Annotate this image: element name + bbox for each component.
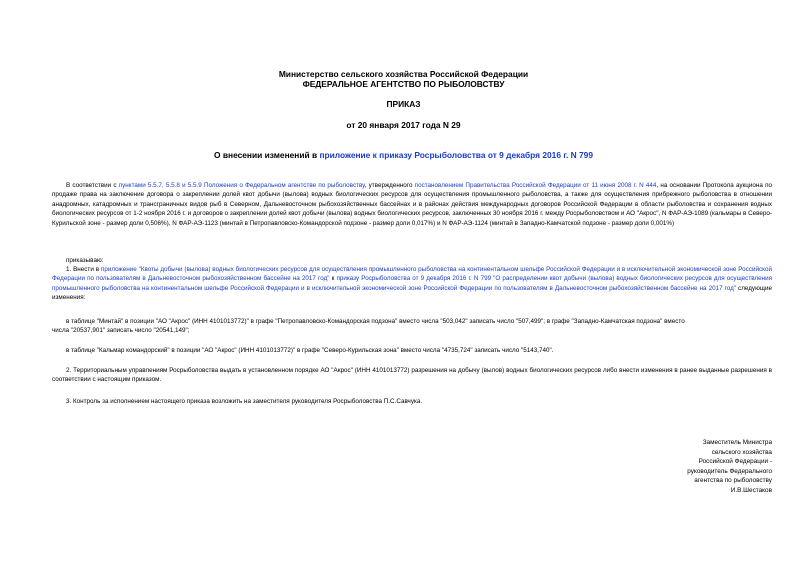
signature-block: [560, 438, 772, 496]
regulation-link[interactable]: пунктами 5.5.7, 5.5.8 и 5.5.9 Положения о Федеральном агентстве по рыболовству: [118, 182, 365, 189]
change-2-paragraph: в таблице "Кальмар командорский" в позиции "АО "Акрос" (ИНН 4101013772)" в графе "Северо-Курильская зона" вместо числа "4735,724" записать число "5143,740".: [66, 347, 554, 354]
order-word: приказываю:: [66, 257, 104, 264]
item-3-paragraph: 3. Контроль за исполнением настоящего приказа возложить на заместителя руководителя Росрыболовства П.С.Савчука.: [66, 398, 423, 405]
agency-name: ФЕДЕРАЛЬНОЕ АГЕНТСТВО ПО РЫБОЛОВСТВУ: [302, 79, 505, 89]
preamble-text-3: , на основании Протокола аукциона по продаже права на заключение договора о закреплении долей квот добычи (вылова) водных биологических ресурсов для осуществления промышленного рыболовства, а также для осуществления прибрежного рыболовства в отношении анадромных, катадромных и трансграничных видов рыб в Северном, Дальневосточном рыбохозяйственных бассейнах и в районах действия международных договоров Российской Федерации в области рыболовства и сохранения водных биологических ресурсов от 1-2 ноября 2016 г. и договоров о закреплении долей квот добычи (вылова) водных биологических ресурсов, заключенных 30 ноября 2016 г. между Росрыболовством и АО "Акрос", N ФАР-АЭ-1089 (кальмары в Северо-Курильской зоне - размер доли 0,506%), N ФАР-АЭ-1123 (минтай в Петропавловско-Командорской подзоне - размер доли 0,017%) и N ФАР-АЭ-1124 (минтай в Западно-Камчатской подзоне - размер доли 0,001%): [52, 182, 772, 227]
item-1-text-3: следующие изменения:: [52, 284, 772, 302]
order-799-link[interactable]: приказу Росрыболовства от 9 декабря 2016 г. N 799 "О распределении квот добычи (вылова) водных биологических ресурсов для осуществления промышленного рыболовства на континентальном шельфе Российской Федерации и в исключительной экономической зоне Российской Федерации по пользователям в Дальневосточном рыбохозяйственном бассейне на 2017 год": [52, 275, 773, 292]
preamble-text-1: В соответствии с: [66, 182, 119, 189]
document-date-number: от 20 января 2017 года N 29: [346, 120, 461, 130]
signature-line: Российской Федерации -: [698, 458, 772, 466]
title-link[interactable]: приложение к приказу Росрыболовства от 9 декабря 2016 г. N 799: [319, 150, 593, 160]
item-1-paragraph: [52, 265, 772, 303]
signature-line: руководитель Федерального: [687, 467, 772, 475]
document-title: [0, 150, 807, 160]
signature-line: сельского хозяйства: [711, 448, 772, 456]
preamble-paragraph: [52, 181, 772, 228]
signature-line: агентства по рыболовству: [694, 477, 772, 485]
preamble-text-2: , утвержденного: [364, 182, 415, 189]
document-type: ПРИКАЗ: [386, 99, 421, 109]
signature-line: Заместитель Министра: [702, 439, 772, 446]
change-1-line-1: в таблице "Минтай" в позиции "АО "Акрос" (ИНН 4101013772)" в графе "Петропавловско-Командорская подзона" вместо числа "503,042" записать число "507,499"; в графе "Западно-Камчатская подзона" вместо: [66, 318, 685, 325]
government-decree-link[interactable]: постановлением Правительства Российской Федерации от 11 июня 2008 г. N 444: [414, 182, 657, 189]
item-2-paragraph: 2. Территориальным управлениям Росрыболовства выдать в установленном порядке АО "Акрос" (ИНН 4101013772) разрешения на добычу (вылов) водных биологических ресурсов либо внести изменения в ранее выданные разрешения в соответствии с настоящим приказом.: [52, 367, 772, 384]
signatory-name: И.В.Шестаков: [730, 486, 772, 494]
item-1-text-2: к: [329, 275, 337, 283]
item-1-text-1: 1. Внести в: [66, 266, 101, 273]
appendix-link[interactable]: приложение "Квоты добычи (вылова) водных биологических ресурсов для осуществления промышленного рыболовства на континентальном шельфе Российской Федерации и в исключительной экономической зоне Российской Федерации по пользователям в Дальневосточном рыбохозяйственном бассейне на 2017 год": [52, 266, 772, 283]
ministry-name: Министерство сельского хозяйства Российской Федерации: [278, 69, 529, 79]
change-1-line-2: числа "20537,901" записать число "20541,149";: [52, 327, 190, 334]
title-prefix: О внесении изменений в: [214, 150, 320, 160]
